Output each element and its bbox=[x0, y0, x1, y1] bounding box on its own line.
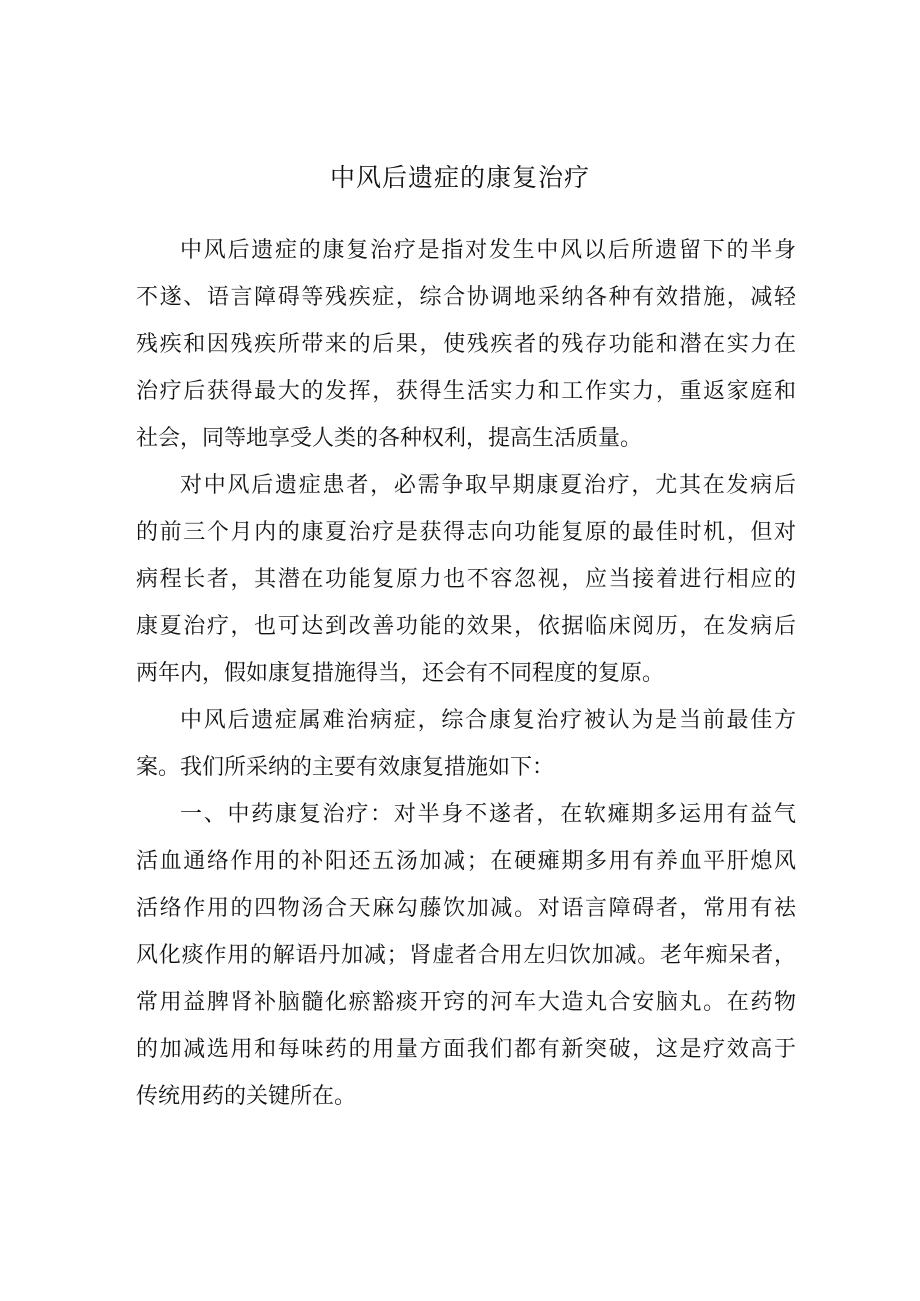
text-line: 常用益脾肾补脑髓化瘀豁痰开窍的河车大造丸合安脑丸。在药物 bbox=[136, 990, 796, 1015]
text-line: 的加减选用和每味药的用量方面我们都有新突破，这是疗效高于 bbox=[136, 1037, 796, 1062]
text-line: 活络作用的四物汤合天麻勾藤饮加减。对语言障碍者，常用有祛 bbox=[136, 896, 796, 921]
text-line: 病程长者，其潜在功能复原力也不容忽视，应当接着进行相应的 bbox=[136, 567, 796, 592]
text-line: 案。我们所采纳的主要有效康复措施如下： bbox=[136, 755, 555, 780]
text-line: 活血通络作用的补阳还五汤加减；在硬瘫期多用有养血平肝熄风 bbox=[136, 849, 796, 874]
text-line: 治疗后获得最大的发挥，获得生活实力和工作实力，重返家庭和 bbox=[136, 379, 796, 404]
text-line: 两年内，假如康复措施得当，还会有不同程度的复原。 bbox=[136, 661, 665, 686]
text-line: 中风后遗症属难治病症，综合康复治疗被认为是当前最佳方 bbox=[180, 708, 796, 733]
paragraph-1 bbox=[136, 227, 796, 462]
text-line: 一、中药康复治疗：对半身不遂者，在软瘫期多运用有益气 bbox=[180, 802, 796, 827]
paragraph-4 bbox=[136, 791, 796, 1120]
text-line: 对中风后遗症患者，必需争取早期康夏治疗，尤其在发病后 bbox=[180, 473, 796, 498]
text-line: 不遂、语言障碍等残疾症，综合协调地采纳各种有效措施，减轻 bbox=[136, 285, 796, 310]
text-line: 中风后遗症的康复治疗是指对发生中风以后所遗留下的半身 bbox=[180, 238, 796, 263]
document-body bbox=[136, 227, 796, 1120]
text-line: 残疾和因残疾所带来的后果，使残疾者的残存功能和潜在实力在 bbox=[136, 332, 796, 357]
paragraph-2 bbox=[136, 462, 796, 697]
text-line: 社会，同等地享受人类的各种权利，提高生活质量。 bbox=[136, 426, 643, 451]
document-title: 中风后遗症的康复治疗 bbox=[329, 163, 590, 192]
text-line: 的前三个月内的康夏治疗是获得志向功能复原的最佳时机，但对 bbox=[136, 520, 796, 545]
text-line: 风化痰作用的解语丹加减；肾虚者合用左归饮加减。老年痴呆者， bbox=[136, 943, 796, 968]
text-line: 传统用药的关键所在。 bbox=[136, 1084, 357, 1109]
paragraph-3 bbox=[136, 697, 796, 791]
text-line: 康夏治疗，也可达到改善功能的效果，依据临床阅历，在发病后 bbox=[136, 614, 796, 639]
